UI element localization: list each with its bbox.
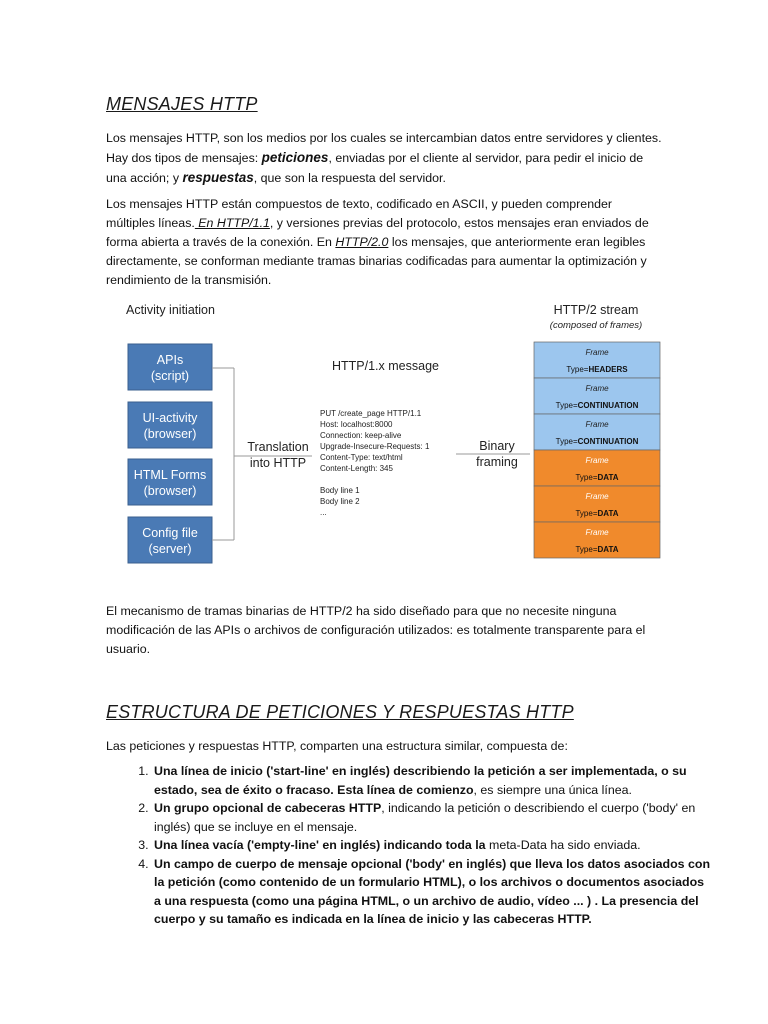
translation-label: Translation bbox=[247, 440, 309, 454]
link-http20[interactable]: HTTP/2.0 bbox=[335, 235, 389, 249]
text-run: , enviadas por el cliente al servidor, para pedir el inicio de una acción; y bbox=[106, 151, 644, 185]
stream-subtitle: (composed of frames) bbox=[549, 320, 643, 331]
text-run: Una línea vacía ('empty-line' en inglés) indicando toda la bbox=[154, 838, 490, 852]
frame-label: Frame bbox=[585, 456, 609, 465]
emphasis-peticiones: peticiones bbox=[261, 150, 329, 165]
transparency-paragraph: El mecanismo de tramas binarias de HTTP/2 ha sido diseñado para que no necesite ninguna modificación de las APIs o archivos de configuración utilizados: es totalmente transparente para el usuario. bbox=[106, 604, 646, 656]
source-config-file bbox=[128, 517, 212, 563]
text-run: Una línea de inicio ('start-line' en inglés) describiendo la petición a ser implementada, o su estado, sea de éxito o fracaso. Esta línea de comienzo bbox=[154, 764, 687, 797]
message-line: Connection: keep-alive bbox=[320, 431, 402, 440]
source-sublabel: (browser) bbox=[143, 484, 197, 498]
source-ui-activity bbox=[128, 402, 212, 448]
intro-paragraph bbox=[106, 129, 662, 188]
source-label: Config file bbox=[142, 526, 198, 540]
source-label: UI-activity bbox=[142, 411, 198, 425]
message-line: Body line 2 bbox=[320, 497, 360, 506]
section-heading-estructura: ESTRUCTURA DE PETICIONES Y RESPUESTAS HTTP bbox=[106, 702, 574, 722]
stream-title: HTTP/2 stream bbox=[553, 303, 639, 317]
emphasis-respuestas: respuestas bbox=[182, 170, 254, 185]
source-html-forms bbox=[128, 459, 212, 505]
bracket-connector bbox=[212, 368, 312, 540]
source-box bbox=[128, 459, 212, 505]
source-box bbox=[128, 517, 212, 563]
message-line: ... bbox=[320, 508, 327, 517]
text-run: Los mensajes HTTP están compuestos de texto, codificado en ASCII, y pueden comprender múltiples líneas. bbox=[106, 197, 613, 230]
frame-label: Frame bbox=[585, 348, 609, 357]
frame-label: Frame bbox=[585, 492, 609, 501]
section-heading-mensajes-http: MENSAJES HTTP bbox=[106, 94, 258, 114]
message-title: HTTP/1.x message bbox=[332, 359, 439, 373]
message-line: Content-Type: text/html bbox=[320, 453, 403, 462]
source-box bbox=[128, 344, 212, 390]
frame-stack bbox=[534, 342, 660, 558]
binary-sublabel: framing bbox=[476, 455, 518, 469]
link-unica-linea[interactable]: , es siempre una única línea bbox=[473, 782, 629, 797]
list-item bbox=[152, 762, 712, 799]
http2-framing-diagram bbox=[106, 298, 666, 570]
message-line: PUT /create_page HTTP/1.1 bbox=[320, 409, 422, 418]
source-sublabel: (browser) bbox=[143, 427, 197, 441]
frame-type: Type=DATA bbox=[575, 545, 619, 554]
message-line: Upgrade-Insecure-Requests: 1 bbox=[320, 442, 430, 451]
frame-type: Type=DATA bbox=[575, 473, 619, 482]
link-meta-data[interactable]: meta-Data bbox=[489, 838, 547, 852]
text-run: , indicando la petición o describiendo el cuerpo ('body' en inglés) que se incluye en el mensaje. bbox=[154, 801, 696, 834]
frame-data bbox=[534, 486, 660, 522]
message-line: Content-Length: 345 bbox=[320, 464, 393, 473]
text-run: , que son la respuesta del servidor. bbox=[253, 171, 446, 185]
list-item bbox=[152, 799, 712, 836]
frame-label: Frame bbox=[585, 528, 609, 537]
text-run: , y versiones previas del protocolo, estos mensajes eran enviados de forma abierta a través de la conexión. En bbox=[106, 216, 649, 249]
http-message-lines bbox=[320, 409, 430, 517]
frame-label: Frame bbox=[585, 420, 609, 429]
text-run: Un grupo opcional de cabeceras HTTP bbox=[154, 801, 382, 815]
source-sublabel: (server) bbox=[148, 542, 192, 556]
structure-list bbox=[106, 762, 712, 929]
frame-data bbox=[534, 522, 660, 558]
source-box bbox=[128, 402, 212, 448]
source-sublabel: (script) bbox=[150, 369, 190, 383]
text-run: Un campo de cuerpo de mensaje opcional ('body' en inglés) que lleva los datos asociados con la petición (como contenido de un formulario HTML), o los archivos o documentos asociados a una respuesta (como una página HTML, o un archivo de audio, vídeo ... ) . La presencia del cuerpo y su tamaño es indicada en la línea de inicio y las cabeceras HTTP. bbox=[154, 856, 711, 926]
frame-headers bbox=[534, 342, 660, 378]
list-item bbox=[152, 836, 712, 855]
frame-type: Type=CONTINUATION bbox=[555, 437, 639, 446]
frame-type: Type=HEADERS bbox=[566, 365, 628, 374]
message-line: Host: localhost:8000 bbox=[320, 420, 393, 429]
source-label: HTML Forms bbox=[133, 468, 207, 482]
text-run: los mensajes, que anteriormente eran legibles directamente, se conforman mediante tramas binarias codificadas para aumentar la optimización y rendimiento de la transmisión. bbox=[106, 235, 647, 287]
source-label: APIs bbox=[156, 353, 184, 367]
frame-data bbox=[534, 450, 660, 486]
frame-label: Frame bbox=[585, 384, 609, 393]
translation-sublabel: into HTTP bbox=[249, 456, 307, 470]
ascii-paragraph bbox=[106, 195, 662, 290]
text-run: ha sido enviada. bbox=[546, 838, 641, 852]
message-line: Body line 1 bbox=[320, 486, 360, 495]
link-http11[interactable]: En HTTP/1.1 bbox=[194, 216, 270, 230]
binary-label: Binary bbox=[479, 439, 515, 453]
text-run: Los mensajes HTTP, son los medios por los cuales se intercambian datos entre servidores y clientes. Hay dos tipos de mensajes: bbox=[106, 131, 662, 165]
frame-type: Type=CONTINUATION bbox=[555, 401, 639, 410]
source-api bbox=[128, 344, 212, 390]
structure-intro: Las peticiones y respuestas HTTP, comparten una estructura similar, compuesta de: bbox=[106, 739, 568, 753]
frame-continuation bbox=[534, 378, 660, 414]
frame-continuation bbox=[534, 414, 660, 450]
activity-initiation-title: Activity initiation bbox=[126, 303, 215, 317]
text-run: . bbox=[628, 782, 632, 797]
frame-type: Type=DATA bbox=[575, 509, 619, 518]
list-item bbox=[152, 855, 712, 929]
